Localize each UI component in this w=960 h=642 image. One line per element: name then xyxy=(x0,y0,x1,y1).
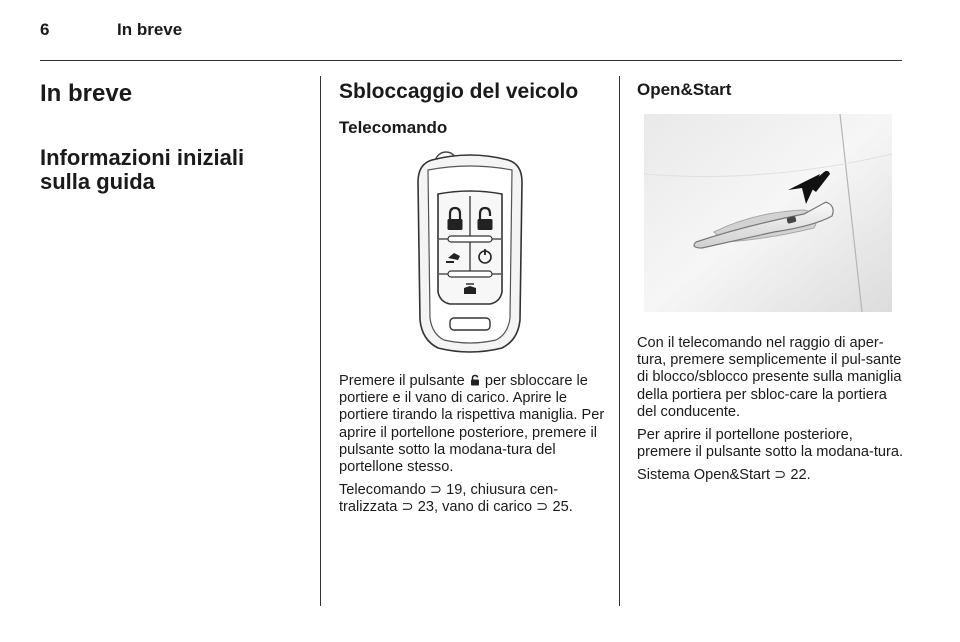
column-divider-1 xyxy=(320,76,321,606)
openstart-title: Open&Start xyxy=(637,80,732,99)
unlock-section-title: Sbloccaggio del veicolo xyxy=(339,80,579,103)
openstart-instructions xyxy=(637,335,905,491)
remote-subtitle: Telecomando xyxy=(339,118,448,137)
remote-instructions xyxy=(339,373,607,523)
remote-paragraph-2: Telecomando ⊃ 19, chiusura cen-tralizzata ⊃ 23, vano di carico ⊃ 25. xyxy=(339,482,573,516)
openstart-paragraph-1: Con il telecomando nel raggio di aper-tura, premere semplicemente il pul-sante di blocco/sblocco presente sulla maniglia della portiera per sbloc-care la portiera del conducente. xyxy=(637,335,902,420)
header-rule xyxy=(40,60,902,61)
door-handle-photo xyxy=(644,114,892,312)
unlock-icon xyxy=(469,373,481,389)
remote-paragraph-1: Premere il pulsante per sbloccare le portiere e il vano di carico. Aprire le portiere tirando la rispettiva maniglia. Per aprire il portellone posteriore, premere il pulsante sotto la modana-tura del portellone stesso. xyxy=(339,373,605,476)
section-subheading: Informazioni iniziali sulla guida xyxy=(40,145,245,194)
openstart-paragraph-2: Per aprire il portellone posteriore, premere il pulsante sotto la modana-tura. xyxy=(637,427,904,461)
section-heading: In breve xyxy=(40,80,133,107)
column-divider-2 xyxy=(619,76,620,606)
page-number: 6 xyxy=(40,20,50,39)
remote-key-fob-icon xyxy=(410,150,530,360)
openstart-paragraph-3: Sistema Open&Start ⊃ 22. xyxy=(637,467,811,484)
running-title: In breve xyxy=(117,20,183,39)
